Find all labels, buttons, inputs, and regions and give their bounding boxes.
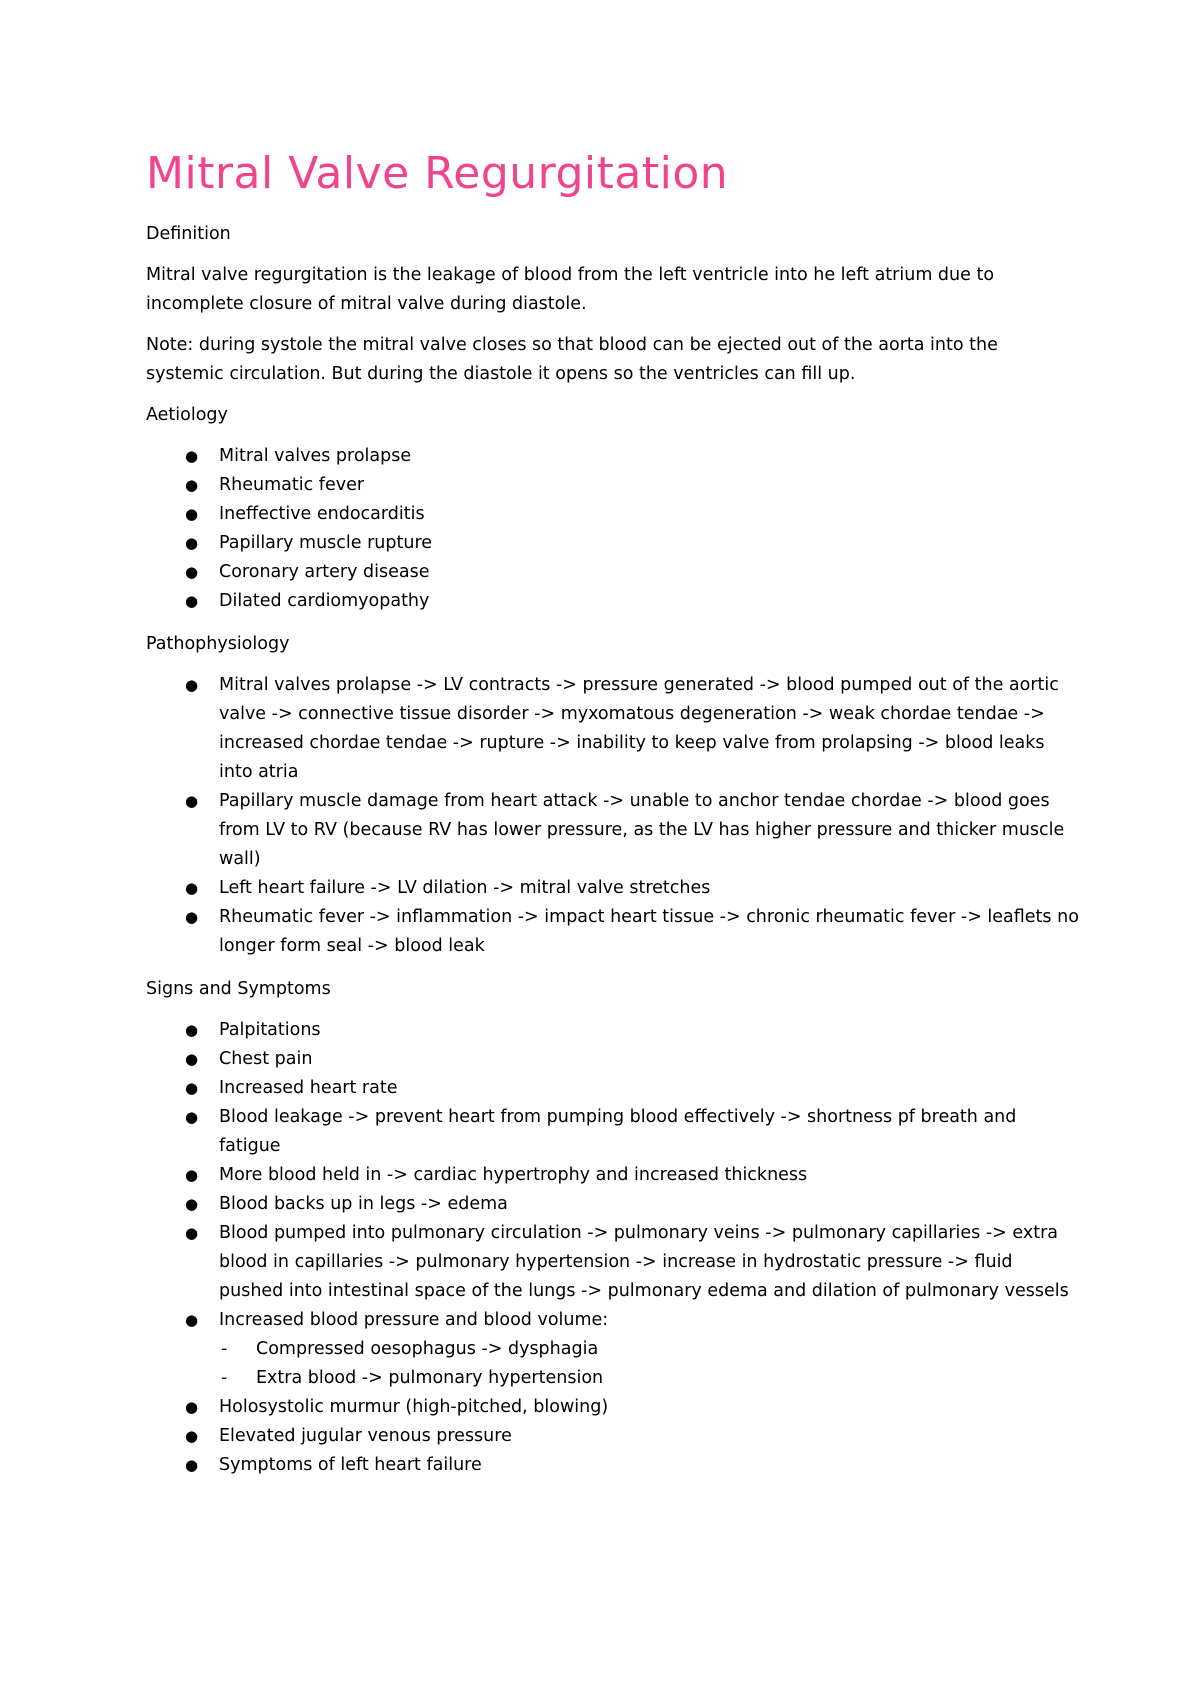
list-item bbox=[146, 558, 1079, 587]
sub-list bbox=[219, 1335, 1079, 1393]
definition-heading: Definition bbox=[146, 224, 231, 244]
list-item-text: Increased blood pressure and blood volume: bbox=[219, 1310, 609, 1330]
pathophysiology-list bbox=[146, 671, 1080, 961]
list-item-text: Left heart failure -> LV dilation -> mitral valve stretches bbox=[219, 878, 711, 898]
signs-list bbox=[146, 1016, 1080, 1480]
aetiology-list bbox=[146, 442, 1080, 616]
signs-heading: Signs and Symptoms bbox=[146, 979, 331, 999]
sub-list-item bbox=[219, 1335, 1079, 1364]
list-item-text: Mitral valves prolapse -> LV contracts -> pressure generated -> blood pumped out of the aortic valve -> connective tissue disorder -> myxomatous degeneration -> weak chordae tendae -> increased chordae tendae -> rupture -> inability to keep valve from prolapsing -> blood leaks into atria bbox=[219, 675, 1059, 782]
bullet-icon: ● bbox=[185, 563, 199, 581]
list-item-text: Blood backs up in legs -> edema bbox=[219, 1194, 508, 1214]
definition-paragraph: Mitral valve regurgitation is the leakage of blood from the left ventricle into he left atrium due to incomplete closure of mitral valve during diastole. bbox=[146, 265, 995, 314]
dash-icon: - bbox=[221, 1368, 228, 1388]
bullet-icon: ● bbox=[185, 505, 199, 523]
bullet-icon: ● bbox=[185, 1050, 199, 1068]
list-item-text: Rheumatic fever -> inflammation -> impact heart tissue -> chronic rheumatic fever -> leaflets no longer form seal -> blood leak bbox=[219, 907, 1079, 956]
list-item bbox=[146, 1161, 1079, 1190]
list-item-text: Holosystolic murmur (high-pitched, blowing) bbox=[219, 1397, 609, 1417]
list-item-text: Dilated cardiomyopathy bbox=[219, 591, 430, 611]
bullet-icon: ● bbox=[185, 879, 199, 897]
document-title: Mitral Valve Regurgitation bbox=[146, 148, 729, 199]
list-item-text: Blood leakage -> prevent heart from pumping blood effectively -> shortness pf breath and fatigue bbox=[219, 1107, 1017, 1156]
list-item-text: More blood held in -> cardiac hypertrophy and increased thickness bbox=[219, 1165, 808, 1185]
note-paragraph: Note: during systole the mitral valve closes so that blood can be ejected out of the aorta into the systemic circulation. But during the diastole it opens so the ventricles can fill up. bbox=[146, 335, 998, 384]
bullet-icon: ● bbox=[185, 1456, 199, 1474]
list-item bbox=[146, 500, 1079, 529]
bullet-icon: ● bbox=[185, 1224, 199, 1242]
list-item bbox=[146, 874, 1079, 903]
bullet-icon: ● bbox=[185, 1108, 199, 1126]
list-item bbox=[146, 1422, 1079, 1451]
list-item-text: Papillary muscle damage from heart attack -> unable to anchor tendae chordae -> blood goes from LV to RV (because RV has lower pressure, as the LV has higher pressure and thicker muscle wall) bbox=[219, 791, 1065, 869]
bullet-icon: ● bbox=[185, 1427, 199, 1445]
list-item bbox=[146, 1045, 1079, 1074]
list-item-text: Increased heart rate bbox=[219, 1078, 398, 1098]
bullet-icon: ● bbox=[185, 908, 199, 926]
bullet-icon: ● bbox=[185, 534, 199, 552]
list-item bbox=[146, 1306, 1079, 1393]
bullet-icon: ● bbox=[185, 447, 199, 465]
list-item bbox=[146, 1451, 1079, 1480]
aetiology-heading: Aetiology bbox=[146, 405, 228, 425]
list-item bbox=[146, 671, 1079, 787]
dash-icon: - bbox=[221, 1339, 228, 1359]
list-item-text: Rheumatic fever bbox=[219, 475, 365, 495]
bullet-icon: ● bbox=[185, 1398, 199, 1416]
list-item-text: Palpitations bbox=[219, 1020, 321, 1040]
bullet-icon: ● bbox=[185, 1195, 199, 1213]
list-item-text: Blood pumped into pulmonary circulation -> pulmonary veins -> pulmonary capillaries -> extra blood in capillaries -> pulmonary hypertension -> increase in hydrostatic pressure -> fluid pushed into intestinal space of the lungs -> pulmonary edema and dilation of pulmonary vessels bbox=[219, 1223, 1069, 1301]
sub-list-item bbox=[219, 1364, 1079, 1393]
bullet-icon: ● bbox=[185, 1311, 199, 1329]
list-item bbox=[146, 1393, 1079, 1422]
bullet-icon: ● bbox=[185, 592, 199, 610]
bullet-icon: ● bbox=[185, 1166, 199, 1184]
list-item-text: Mitral valves prolapse bbox=[219, 446, 412, 466]
list-item bbox=[146, 1219, 1079, 1306]
bullet-icon: ● bbox=[185, 676, 199, 694]
pathophysiology-heading: Pathophysiology bbox=[146, 634, 290, 654]
list-item bbox=[146, 1016, 1079, 1045]
list-item bbox=[146, 442, 1079, 471]
list-item bbox=[146, 471, 1079, 500]
list-item bbox=[146, 787, 1079, 874]
bullet-icon: ● bbox=[185, 792, 199, 810]
bullet-icon: ● bbox=[185, 476, 199, 494]
bullet-icon: ● bbox=[185, 1021, 199, 1039]
list-item-text: Chest pain bbox=[219, 1049, 313, 1069]
list-item bbox=[146, 1074, 1079, 1103]
list-item-text: Elevated jugular venous pressure bbox=[219, 1426, 512, 1446]
list-item bbox=[146, 587, 1079, 616]
list-item bbox=[146, 1190, 1079, 1219]
list-item bbox=[146, 903, 1079, 961]
list-item-text: Coronary artery disease bbox=[219, 562, 430, 582]
sub-list-item-text: Extra blood -> pulmonary hypertension bbox=[256, 1368, 604, 1388]
list-item bbox=[146, 529, 1079, 558]
list-item-text: Symptoms of left heart failure bbox=[219, 1455, 482, 1475]
sub-list-item-text: Compressed oesophagus -> dysphagia bbox=[256, 1339, 599, 1359]
list-item-text: Papillary muscle rupture bbox=[219, 533, 433, 553]
list-item-text: Ineffective endocarditis bbox=[219, 504, 425, 524]
bullet-icon: ● bbox=[185, 1079, 199, 1097]
list-item bbox=[146, 1103, 1079, 1161]
